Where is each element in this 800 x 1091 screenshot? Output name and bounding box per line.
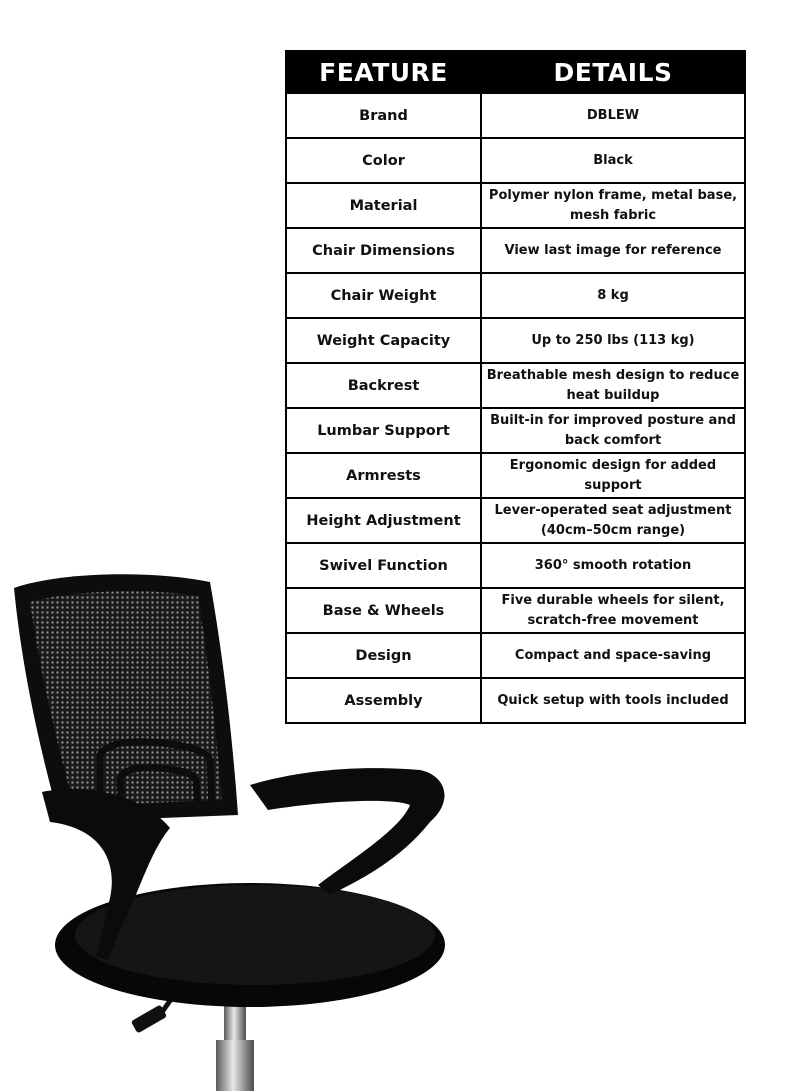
feature-cell: Design bbox=[286, 633, 481, 678]
header-feature: FEATURE bbox=[286, 51, 481, 93]
feature-cell: Lumbar Support bbox=[286, 408, 481, 453]
table-row bbox=[286, 183, 745, 228]
feature-cell: Assembly bbox=[286, 678, 481, 723]
feature-cell: Chair Weight bbox=[286, 273, 481, 318]
details-cell: DBLEW bbox=[481, 93, 745, 138]
details-cell: Lever-operated seat adjustment (40cm–50cm range) bbox=[481, 498, 745, 543]
feature-cell: Material bbox=[286, 183, 481, 228]
table-row bbox=[286, 363, 745, 408]
office-chair-image bbox=[0, 560, 470, 1091]
details-cell: 8 kg bbox=[481, 273, 745, 318]
details-cell: View last image for reference bbox=[481, 228, 745, 273]
details-cell: Up to 250 lbs (113 kg) bbox=[481, 318, 745, 363]
table-row bbox=[286, 408, 745, 453]
header-details: DETAILS bbox=[481, 51, 745, 93]
table-header-row bbox=[286, 51, 745, 93]
details-cell: Compact and space-saving bbox=[481, 633, 745, 678]
table-row bbox=[286, 138, 745, 183]
details-cell: Breathable mesh design to reduce heat buildup bbox=[481, 363, 745, 408]
details-cell: Polymer nylon frame, metal base, mesh fabric bbox=[481, 183, 745, 228]
feature-cell: Height Adjustment bbox=[286, 498, 481, 543]
details-cell: 360° smooth rotation bbox=[481, 543, 745, 588]
table-row bbox=[286, 228, 745, 273]
details-cell: Ergonomic design for added support bbox=[481, 453, 745, 498]
feature-cell: Color bbox=[286, 138, 481, 183]
feature-cell: Backrest bbox=[286, 363, 481, 408]
feature-cell: Weight Capacity bbox=[286, 318, 481, 363]
table-row bbox=[286, 318, 745, 363]
feature-cell: Swivel Function bbox=[286, 543, 481, 588]
details-cell: Built-in for improved posture and back comfort bbox=[481, 408, 745, 453]
table-row bbox=[286, 498, 745, 543]
table-row bbox=[286, 93, 745, 138]
table-row bbox=[286, 273, 745, 318]
details-cell: Black bbox=[481, 138, 745, 183]
feature-cell: Base & Wheels bbox=[286, 588, 481, 633]
feature-cell: Armrests bbox=[286, 453, 481, 498]
feature-cell: Chair Dimensions bbox=[286, 228, 481, 273]
details-cell: Quick setup with tools included bbox=[481, 678, 745, 723]
details-cell: Five durable wheels for silent, scratch-free movement bbox=[481, 588, 745, 633]
table-row bbox=[286, 453, 745, 498]
feature-cell: Brand bbox=[286, 93, 481, 138]
